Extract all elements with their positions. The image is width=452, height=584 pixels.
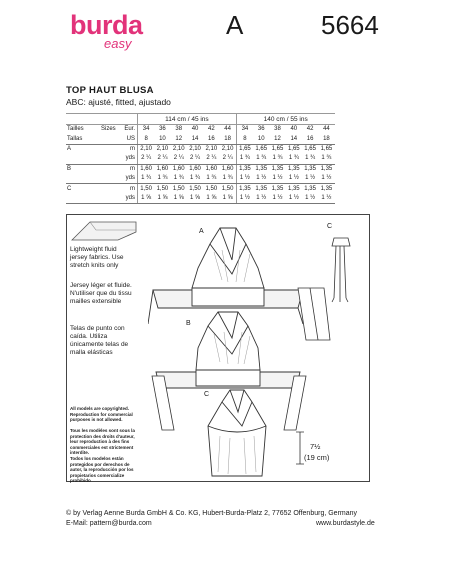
size-value: 10 [154,134,170,144]
size-row-label [101,134,123,144]
yardage-value: 1,50 [205,185,218,192]
yardage-value: 2 ¼ [138,154,155,164]
size-row [66,134,335,144]
yardage-value: 2,10 [205,145,218,152]
size-value: 36 [257,126,265,133]
yardage-value: 1,35 [239,165,251,172]
view-yds-row [66,154,335,164]
yardage-value: 1 ¾ [203,174,219,184]
table-cell [123,114,138,125]
size-value: 36 [159,126,166,133]
size-value: 10 [253,134,269,144]
table-cell [101,144,123,154]
yardage-value: 1 ¾ [302,154,318,164]
copyright-note-en: All models are copyrighted. Reproduction for commercial purposes is not allowed. [70,406,133,423]
size-row-label: Tailles [67,126,84,133]
footer-email[interactable]: E-Mail: pattern@burda.com [66,520,152,527]
table-cell [66,174,101,184]
yardage-value: 1,65 [304,145,316,152]
size-value: 18 [318,134,334,144]
yardage-table-body [66,113,335,204]
yardage-value: 1 ½ [253,174,269,184]
pattern-number: 5664 [321,10,379,40]
size-value: 34 [241,126,249,133]
yardage-value: 2 ¼ [219,154,236,164]
size-value: 16 [203,134,219,144]
unit-label: yds [123,194,138,204]
yardage-value: 2,10 [156,145,169,152]
garment-title: TOP HAUT BLUSA [66,85,154,96]
garment-c-illustration [190,386,290,480]
yardage-value: 2,10 [172,145,185,152]
yardage-value: 2 ¼ [171,154,187,164]
size-row-label: Sizes [101,126,116,133]
unit-label: m [123,144,138,154]
yardage-value: 1 ⅝ [138,194,155,204]
yardage-value: 1 ½ [269,194,285,204]
fabric-width-row [66,114,335,125]
yardage-value: 1,65 [239,145,251,152]
unit-label: yds [123,174,138,184]
yardage-value: 1,50 [219,184,236,194]
size-value: 14 [187,134,203,144]
yardage-value: 1 ½ [286,174,302,184]
table-cell [101,194,123,204]
garment-b-left-tie [150,374,180,434]
yardage-value: 1 ½ [253,194,269,204]
yardage-value: 2 ¼ [154,154,170,164]
yardage-value: 1 ¾ [318,154,334,164]
yardage-value: 1,50 [156,185,169,192]
view-m-row [66,184,335,194]
fit-description: ABC: ajusté, fitted, ajustado [66,97,171,107]
size-value: 14 [286,134,302,144]
brand-logo: burda [70,10,143,40]
size-system: US [123,134,138,144]
yardage-value: 1,35 [304,185,316,192]
view-m-row [66,144,335,154]
garment-c-side-detail [328,232,358,304]
yardage-value: 1,65 [255,145,268,152]
yardage-value: 1 ½ [269,174,285,184]
yardage-value: 1 ½ [318,174,334,184]
size-value: 40 [191,126,199,133]
size-row [66,125,335,135]
yardage-value: 1,50 [189,185,201,192]
yardage-value: 1,35 [239,185,251,192]
view-label-c-side: C [327,223,333,230]
view-letter: A [67,145,72,152]
yardage-value: 1 ⅝ [154,194,170,204]
yardage-value: 1 ⅝ [219,194,236,204]
yardage-value: 1 ⅝ [187,194,203,204]
yardage-value: 1,35 [304,165,316,172]
table-cell [66,114,101,125]
yardage-value: 1,60 [219,164,236,174]
view-label-c: C [204,391,210,398]
unit-label: yds [123,154,138,164]
fabric-note-es: Telas de punto con caída. Utiliza únicamente telas de malla elásticas [70,325,129,356]
yardage-value: 1,35 [287,185,300,192]
yardage-grid [66,113,335,204]
yardage-value: 1 ¾ [236,154,253,164]
table-cell [101,154,123,164]
yardage-value: 1 ¾ [138,174,155,184]
size-value: 18 [219,134,236,144]
size-value: 12 [269,134,285,144]
yardage-value: 1,35 [287,165,300,172]
yardage-value: 1,35 [255,185,268,192]
fabric-note-en: Lightweight fluid jersey fabrics. Use stretch knits only [70,246,124,269]
view-label-a: A [199,228,204,235]
view-letter: C [67,185,72,192]
size-value: 44 [323,126,330,133]
yardage-value: 2 ¼ [187,154,203,164]
size-value: 38 [175,126,183,133]
size-system: Eur. [123,125,138,135]
size-value: 34 [142,126,150,133]
yardage-value: 2,10 [219,144,236,154]
yardage-value: 1,60 [205,165,218,172]
brand-sub-logo: easy [104,36,132,51]
fabric-width-label: 140 cm / 55 ins [236,114,334,125]
table-cell [66,154,101,164]
yardage-value: 1 ½ [302,174,318,184]
yardage-value: 1 ½ [286,194,302,204]
yardage-value: 1 ¾ [171,174,187,184]
length-cm: (19 cm) [304,453,330,462]
yardage-value: 1,50 [140,185,152,192]
yardage-value: 1,35 [271,185,284,192]
view-m-row [66,164,335,174]
yardage-value: 1 ½ [302,194,318,204]
size-value: 16 [302,134,318,144]
yardage-value: 1,60 [189,165,201,172]
size-value: 38 [274,126,281,133]
table-cell [101,174,123,184]
copyright-note-es: Todos los modelos están protegidos por derechos de autor, la reproducción por los propietarios comercialize prohibido [70,456,134,484]
yardage-value: 1,35 [271,165,284,172]
yardage-value: 1,35 [320,165,333,172]
yardage-value: 1 ¾ [154,174,170,184]
yardage-value: 1 ¾ [269,154,285,164]
size-row-label: Tallas [66,134,101,144]
table-cell [66,194,101,204]
yardage-value: 1,35 [320,185,333,192]
yardage-value: 1 ⅝ [203,194,219,204]
size-value: 8 [138,134,155,144]
yardage-value: 1,60 [172,165,185,172]
footer-website[interactable]: www.burdastyle.de [316,520,375,527]
size-value: 40 [290,126,298,133]
yardage-value: 1 ½ [236,194,253,204]
fabric-swatch-icon [70,218,140,246]
size-value: 44 [219,125,236,135]
fabric-width-label: 114 cm / 45 ins [138,114,237,125]
unit-label: m [123,184,138,194]
yardage-value: 1,60 [156,165,169,172]
unit-label: m [123,164,138,174]
yardage-value: 1 ½ [236,174,253,184]
fabric-note-fr: Jersey léger et fluide. N'utiliser que du tissu mailles extensible [70,282,132,305]
copyright-note-fr: Tous les modèles sont sous la protection des droits d'auteur, leur reproduction à des fins commerciales est strictement interdite. [70,428,135,456]
yardage-value: 2,10 [189,145,201,152]
yardage-value: 2,10 [140,145,152,152]
size-value: 8 [236,134,253,144]
yardage-value: 1 ¾ [286,154,302,164]
size-value: 12 [171,134,187,144]
yardage-value: 1,65 [320,145,333,152]
variant-letter: A [226,10,244,40]
table-cell [101,114,123,125]
yardage-value: 1 ⅝ [171,194,187,204]
yardage-value: 1 ¾ [219,174,236,184]
yardage-value: 1,35 [255,165,268,172]
view-yds-row [66,194,335,204]
table-cell [101,184,123,194]
footer-copyright: © by Verlag Aenne Burda GmbH & Co. KG, Hubert-Burda-Platz 2, 77652 Offenburg, Germany [66,510,358,517]
view-yds-row [66,174,335,184]
yardage-value: 1,65 [271,145,284,152]
yardage-value: 2 ¼ [203,154,219,164]
view-label-b: B [186,320,191,327]
size-value: 42 [306,126,314,133]
yardage-value: 1,50 [172,185,185,192]
yardage-value: 1 ¾ [253,154,269,164]
length-inches: 7½ [310,442,321,451]
size-value: 42 [207,126,215,133]
yardage-value: 1 ½ [318,194,334,204]
yardage-value: 1,65 [287,145,300,152]
table-cell [101,164,123,174]
view-letter: B [67,165,72,172]
yardage-value: 1 ¾ [187,174,203,184]
yardage-value: 1,60 [140,165,152,172]
